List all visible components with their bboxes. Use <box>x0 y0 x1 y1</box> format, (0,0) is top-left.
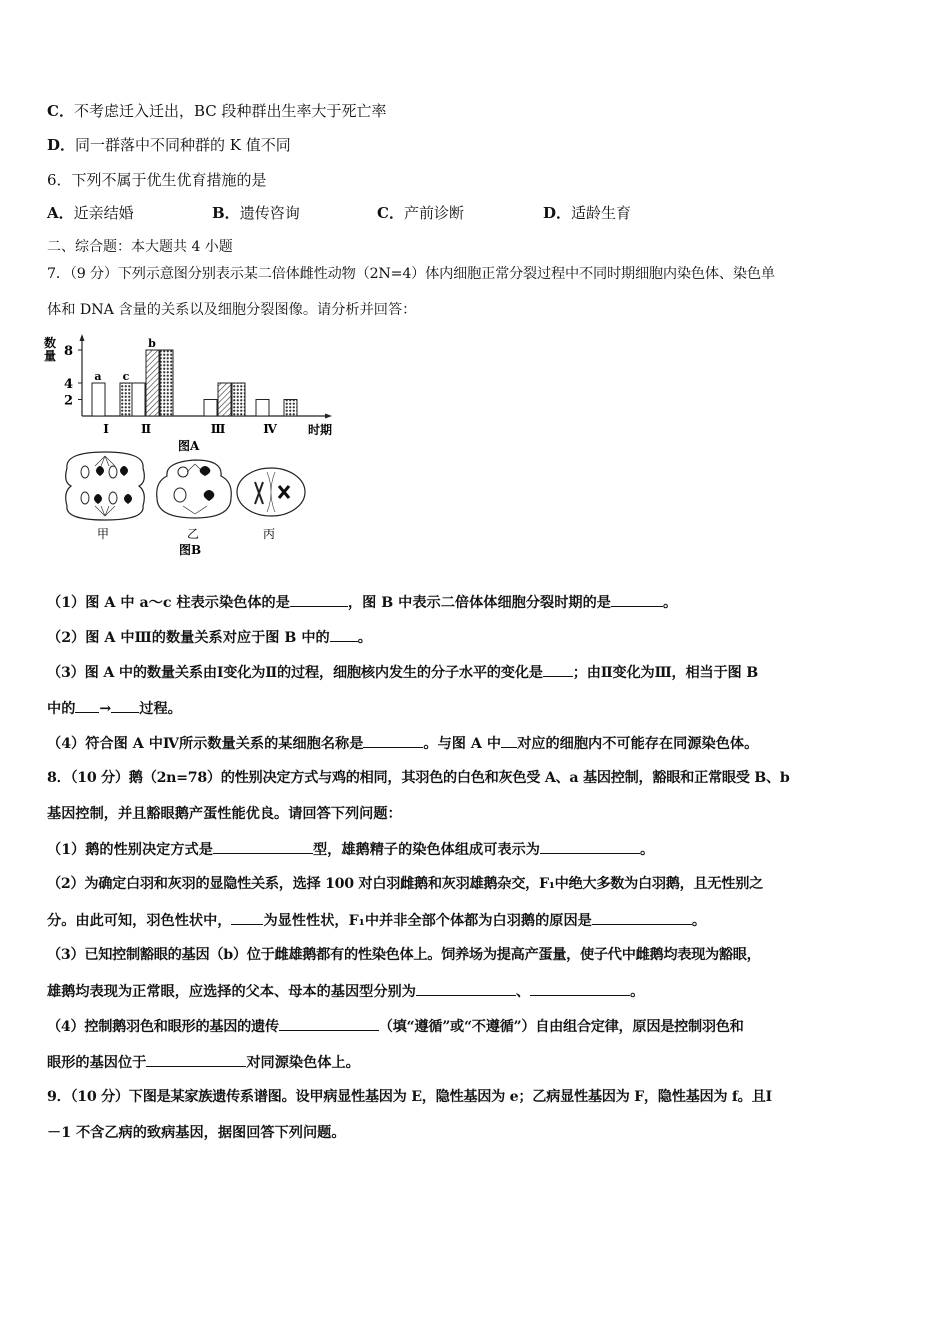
q6-option-d <box>543 203 631 223</box>
figure-a-caption: 图A <box>178 439 200 453</box>
q5-option-d <box>47 135 291 155</box>
option-letter: D． <box>543 204 572 222</box>
answer-blank[interactable] <box>290 592 348 607</box>
option-text: 适龄生育 <box>571 204 632 222</box>
text: （4）控制鹅羽色和眼形的基因的遗传 <box>47 1019 279 1035</box>
q7-stem-line2: 体和 DNA 含量的关系以及细胞分裂图像。请分析并回答： <box>47 302 417 318</box>
text: （3）图 A 中的数量关系由Ⅰ变化为Ⅱ的过程，细胞核内发生的分子水平的变化是 <box>47 665 543 681</box>
series-label-b: b <box>148 337 156 350</box>
text: 对应的细胞内不可能存在同源染色体。 <box>517 736 759 752</box>
cell-label-bing: 丙 <box>263 527 276 541</box>
q8-stem-line2: 基因控制，并且豁眼鹅产蛋性能优良。请回答下列问题： <box>47 806 402 822</box>
q7-sub1 <box>47 592 677 613</box>
q7-stem-line1: 7．（9 分）下列示意图分别表示某二倍体雌性动物（2N=4）体内细胞正常分裂过程中不同时期细胞内染色体、染色单 <box>47 266 775 282</box>
q8-stem-line1: 8．（10 分）鹅（2n=78）的性别决定方式与鸡的相同，其羽色的白色和灰色受 A、a 基因控制，豁眼和正常眼受 B、b <box>47 770 790 786</box>
answer-blank[interactable] <box>213 839 313 854</box>
option-letter: C． <box>377 204 404 222</box>
q8-sub4-line2 <box>47 1052 360 1073</box>
figure-b-caption: 图B <box>179 543 202 557</box>
option-letter: D． <box>47 136 76 154</box>
option-text: 遗传咨询 <box>239 204 300 222</box>
text: 对同源染色体上。 <box>246 1055 360 1071</box>
option-text: 同一群落中不同种群的 K 值不同 <box>75 136 291 154</box>
bar-b-3 <box>218 383 231 416</box>
y-tick-label: 8 <box>63 344 73 359</box>
answer-blank[interactable] <box>111 698 139 713</box>
answer-blank[interactable] <box>501 733 517 748</box>
text: 雄鹅均表现为正常眼，应选择的父本、母本的基因型分别为 <box>47 984 416 1000</box>
text: 中的 <box>47 701 76 717</box>
answer-blank[interactable] <box>279 1016 379 1031</box>
arrow-icon: → <box>99 701 112 717</box>
x-tick-label: Ⅰ <box>103 422 109 436</box>
text: （1）鹅的性别决定方式是 <box>47 842 213 858</box>
q8-sub3-line2 <box>47 981 644 1002</box>
text: 分。由此可知，羽色性状中， <box>47 913 232 929</box>
svg-text:量: 量 <box>44 349 57 363</box>
text: 。 <box>691 913 707 929</box>
text: 。 <box>630 984 645 1000</box>
q8-sub1 <box>47 839 654 860</box>
answer-blank[interactable] <box>231 910 263 925</box>
option-text: 产前诊断 <box>403 204 464 222</box>
q7-sub3 <box>47 662 758 683</box>
option-letter: A． <box>47 204 74 222</box>
x-tick-label: Ⅲ <box>210 422 226 436</box>
q8-sub2-line2 <box>47 910 706 931</box>
option-text: 不考虑迁入迁出，BC 段种群出生率大于死亡率 <box>73 102 387 120</box>
option-letter: B． <box>212 204 240 222</box>
text: 型，雄鹅精子的染色体组成可表示为 <box>312 842 540 858</box>
bar-a-1 <box>92 383 105 416</box>
series-label-a: a <box>94 370 102 383</box>
x-tick-label: Ⅳ <box>263 422 277 436</box>
text: ；由Ⅱ变化为Ⅲ，相当于图 B <box>572 665 759 681</box>
text: （填“遵循”或“不遵循”）自由组合定律，原因是控制羽色和 <box>378 1019 744 1035</box>
q7-sub3-cont <box>47 698 182 719</box>
q8-sub3-line1: （3）已知控制豁眼的基因（b）位于雌雄鹅都有的性染色体上。饲养场为提高产蛋量，使子代中雌鹅均表现为豁眼， <box>47 947 761 963</box>
x-tick-label: Ⅱ <box>140 422 152 436</box>
q7-sub4 <box>47 733 758 754</box>
answer-blank[interactable] <box>611 592 663 607</box>
text: 。 <box>662 595 678 611</box>
bar-a-2 <box>132 383 145 416</box>
text: （2）图 A 中Ⅲ的数量关系对应于图 B 中的 <box>47 630 330 646</box>
bar-a-3 <box>204 400 217 417</box>
answer-blank[interactable] <box>540 839 640 854</box>
q9-stem-line1: 9．（10 分）下图是某家族遗传系谱图。设甲病显性基因为 E，隐性基因为 e；乙病显性基因为 F，隐性基因为 f。且Ⅰ <box>47 1089 772 1105</box>
x-axis-label: 时期 <box>308 423 333 437</box>
text: 。 <box>357 630 372 646</box>
section-title: 二、综合题：本大题共 4 小题 <box>47 239 233 255</box>
y-tick-label: 4 <box>63 377 73 392</box>
y-tick-label: 2 <box>63 393 73 409</box>
bar-c-3 <box>232 383 245 416</box>
answer-blank[interactable] <box>416 981 516 996</box>
cell-bing <box>237 468 305 516</box>
q6-stem: 6．下列不属于优生优育措施的是 <box>47 171 267 189</box>
text: 为显性性状，F₁中并非全部个体都为白羽鹅的原因是 <box>263 913 592 929</box>
q9-stem-line2: －1 不含乙病的致病基因，据图回答下列问题。 <box>47 1125 346 1141</box>
bar-c-4 <box>284 400 297 417</box>
answer-blank[interactable] <box>363 733 423 748</box>
answer-blank[interactable] <box>146 1052 246 1067</box>
cell-label-jia: 甲 <box>97 527 110 541</box>
text: 。 <box>639 842 655 858</box>
q6-option-c <box>377 203 464 223</box>
cell-jia <box>66 452 145 520</box>
y-axis-label: 数 <box>44 336 57 350</box>
answer-blank[interactable] <box>543 662 573 677</box>
text: 眼形的基因位于 <box>47 1055 147 1071</box>
option-letter: C． <box>47 102 74 120</box>
text: （4）符合图 A 中Ⅳ所示数量关系的某细胞名称是 <box>47 736 364 752</box>
text: 过程。 <box>139 701 182 717</box>
answer-blank[interactable] <box>330 627 358 642</box>
cell-yi <box>157 460 232 518</box>
bar-c-2 <box>160 350 173 416</box>
answer-blank[interactable] <box>592 910 692 925</box>
figure-a-bar-chart <box>40 332 360 457</box>
figure-b-cell-diagrams <box>55 448 315 563</box>
bar-a-4 <box>256 400 269 417</box>
q5-option-c <box>47 101 387 121</box>
q7-sub2 <box>47 627 372 648</box>
bar-c-1 <box>120 383 133 416</box>
text: 、 <box>515 984 531 1000</box>
answer-blank[interactable] <box>75 698 99 713</box>
answer-blank[interactable] <box>530 981 630 996</box>
q8-sub4-line1 <box>47 1016 744 1037</box>
text: （1）图 A 中 a～c 柱表示染色体的是 <box>47 595 290 611</box>
q8-sub2-line1: （2）为确定白羽和灰羽的显隐性关系，选择 100 对白羽雌鹅和灰羽雄鹅杂交，F₁中绝大多数为白羽鹅，且无性别之 <box>47 876 763 892</box>
option-text: 近亲结婚 <box>73 204 134 222</box>
x-axis-arrow-icon <box>325 414 332 419</box>
text: 。与图 A 中 <box>423 736 502 752</box>
q6-option-b <box>212 203 300 223</box>
q6-option-a <box>47 203 134 223</box>
text: ，图 B 中表示二倍体体细胞分裂时期的是 <box>347 595 611 611</box>
cell-label-yi: 乙 <box>187 527 200 541</box>
y-axis-arrow-icon <box>80 334 85 341</box>
series-label-c: c <box>122 370 130 383</box>
bar-b-2 <box>146 350 159 416</box>
